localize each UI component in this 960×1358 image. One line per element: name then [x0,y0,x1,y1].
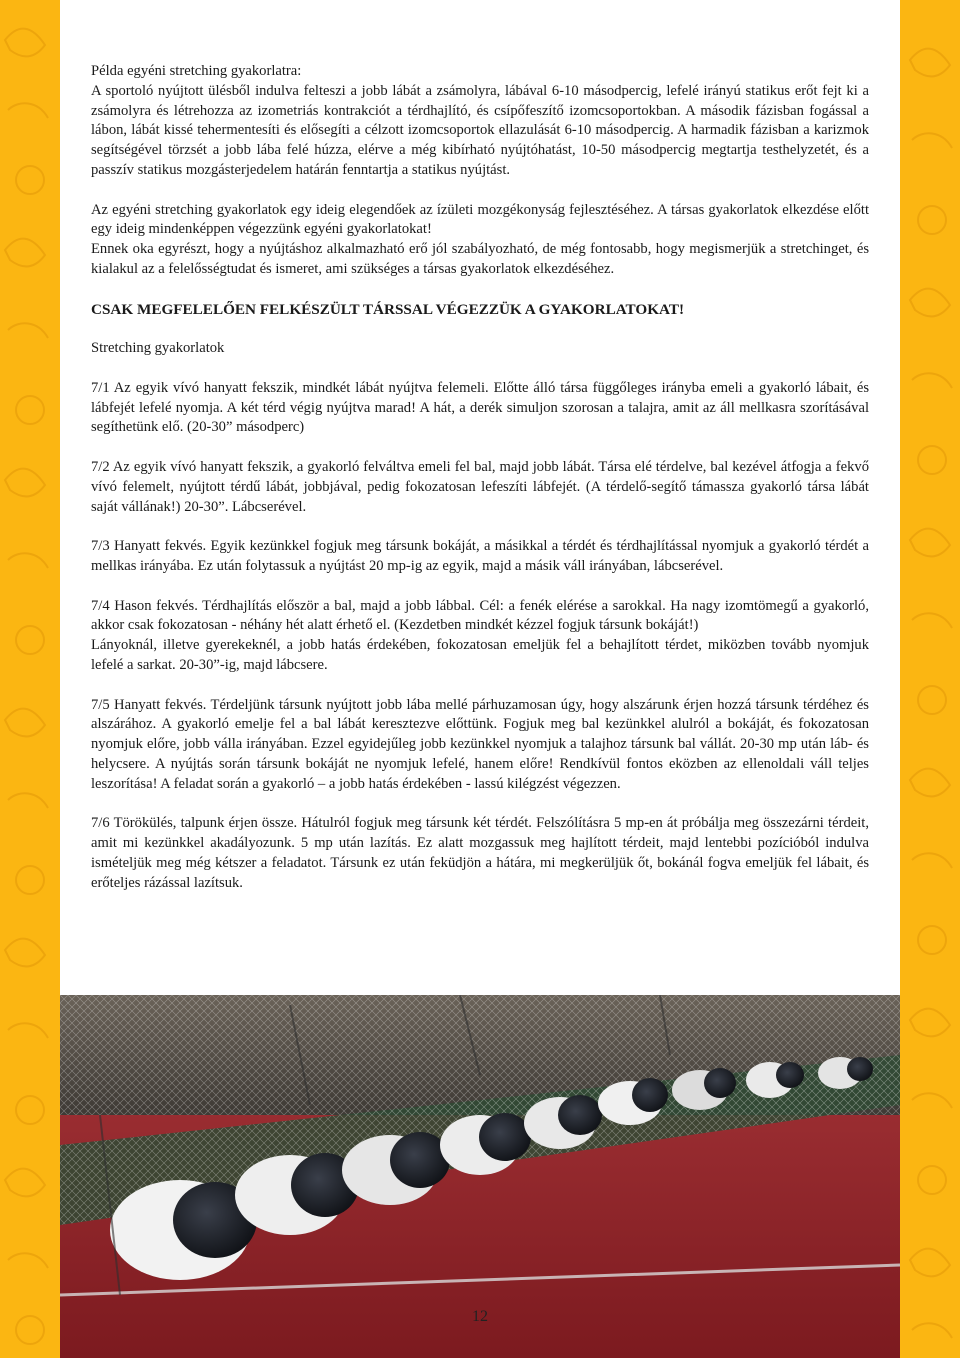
page-number: 12 [472,1308,488,1325]
exercise-7-4: 7/4 Hason fekvés. Térdhajlítás először a bal, majd a jobb lábbal. Cél: a fenék elérése a sarokkal. Ha nagy izomtömegű a gyakorló, akkor csak fokozatosan - néhány hét alatt érhető el. (Kezdetben mindkét kézzel fogjuk társunk bokáját!) [91,597,869,634]
body-text [91,62,869,893]
reason-paragraph: Ennek oka egyrészt, hogy a nyújtáshoz alkalmazható erő jól szabályozható, de még fontosabb, hogy megismerjük a stretchinget, és kialakul az a felelősségtudat és ismeret, ami szükséges a társas gyakorlatok elkezdéséhez. [91,241,869,277]
exercise-7-6: 7/6 Törökülés, talpunk érjen össze. Hátulról fogjuk meg társunk két térdét. Felszólításra 5 mp-en át próbálja meg összezárni térdeit, amit mi kezünkkel akadályozunk. 5 mp után lazítás. Ez alatt mozgassuk meg hajlított térdeit, majd lentebbi pozícióból indulva ismételjük meg még kétszer a feladatot. Társunk ez után feküdjön a hátára, mi megkerüljük őt, bokánál fogva emeljük fel lábait, és erőteljes rázással lazítsuk. [91,815,869,891]
warning-heading: CSAK MEGFELELŐEN FELKÉSZÜLT TÁRSSAL VÉGEZZÜK A GYAKORLATOKAT! [91,300,685,318]
decorative-border-left [0,0,60,1358]
document-page [60,0,900,1358]
exercise-7-5: 7/5 Hanyatt fekvés. Térdeljünk társunk nyújtott jobb lába mellé párhuzamosan úgy, hogy alszárunk érjen hozzá társunk térdéhez és alszárához. A gyakorló emelje fel a bal lábát keresztezve előttünk. Fogjuk meg bal kezünkkel alulról a bokáját, és fokozatosan nyomjuk előre, jobb válla irányában. Ezzel egyidejűleg jobb kezünkkel nyomjuk a talajhoz társunk bal vállát. 20-30 mp után láb- és helycsere. A nyújtás során társunk bokáját ne nyomjuk lefelé, hanem előre! Rendkívül fontos eközben az ellenoldali váll teljes leszorítása! A feladat során a gyakorló – a jobb hatás érdekében - lassú kilégzést végezzen. [91,696,869,792]
exercise-7-1: 7/1 Az egyik vívó hanyatt fekszik, mindkét lábát nyújtva felemeli. Előtte álló társa függőleges irányba emeli a gyakorló lábait, és lábfejét lefelé nyomja. A két térd végig nyújtva marad! A hát, a derék simuljon szorosan a talajra, amit az áll mellkasra szorításával segíthetünk elő. (20-30” másodperc) [91,379,869,436]
exercise-7-2: 7/2 Az egyik vívó hanyatt fekszik, a gyakorló felváltva emeli fel bal, majd jobb lábát. Társa elé térdelve, bal kezével átfogja a fekvő vívó felemelt, nyújtott térdű lábát, jobbjával, pedig fokozatosan lefeszíti lábfejét. (A térdelő-segítő támassza gyakorló társa lábát saját vállának!) 20-30”. Lábcserével. [91,458,869,515]
exercise-7-4-note: Lányoknál, illetve gyerekeknél, a jobb hatás érdekében, fokozatosan emeljük fel a behajlított térdet, miközben tovább nyomjuk lefelé a sarkat. 20-30”-ig, majd lábcsere. [91,637,869,673]
section-title: Stretching gyakorlatok [91,340,225,357]
decorative-border-right [900,0,960,1358]
example-title: Példa egyéni stretching gyakorlatra: [91,63,302,79]
fencing-masks-photo [60,995,900,1358]
individual-exercises-paragraph: Az egyéni stretching gyakorlatok egy ideig elegendőek az ízületi mozgékonyság fejlesztéséhez. A társas gyakorlatok elkezdése előtt egy ideig mindenképpen végezzünk egyéni gyakorlatokat! [91,201,869,238]
exercise-7-3: 7/3 Hanyatt fekvés. Egyik kezünkkel fogjuk meg társunk bokáját, a másikkal a térdét és térdhajlítással nyomjuk a gyakorló térdét a mellkas irányába. Ez után folytassuk a nyújtást 20 mp-ig az egyik, majd a másik váll irányában, lábcserével. [91,538,869,574]
fencing-masks-illustration [60,995,900,1358]
border-motif-left [0,0,60,1358]
example-paragraph: A sportoló nyújtott ülésből indulva felteszi a jobb lábát a zsámolyra, lábával 6-10 másodpercig, lefelé irányú statikus erőt fejt ki a zsámolyra és létrehozza az izometriás kontrakciót a térdhajlító, és csípőfeszítő izomcsoportokban. A második fázisban fogással a lábon, lábát kissé tehermentesíti és elősegíti a célzott izomcsoportok ellazulását 6-10 másodpercig. A harmadik fázisban a karizmok segítségével törzsét a jobb lába felé húzza, elérve a még kibírható nyújtóhatást, 10-50 másodpercig megtartja testhelyzetét, és a passzív statikus mozgásterjedelem határán fenntartja a statikus nyújtást. [91,82,869,178]
border-motif-right [900,0,960,1358]
